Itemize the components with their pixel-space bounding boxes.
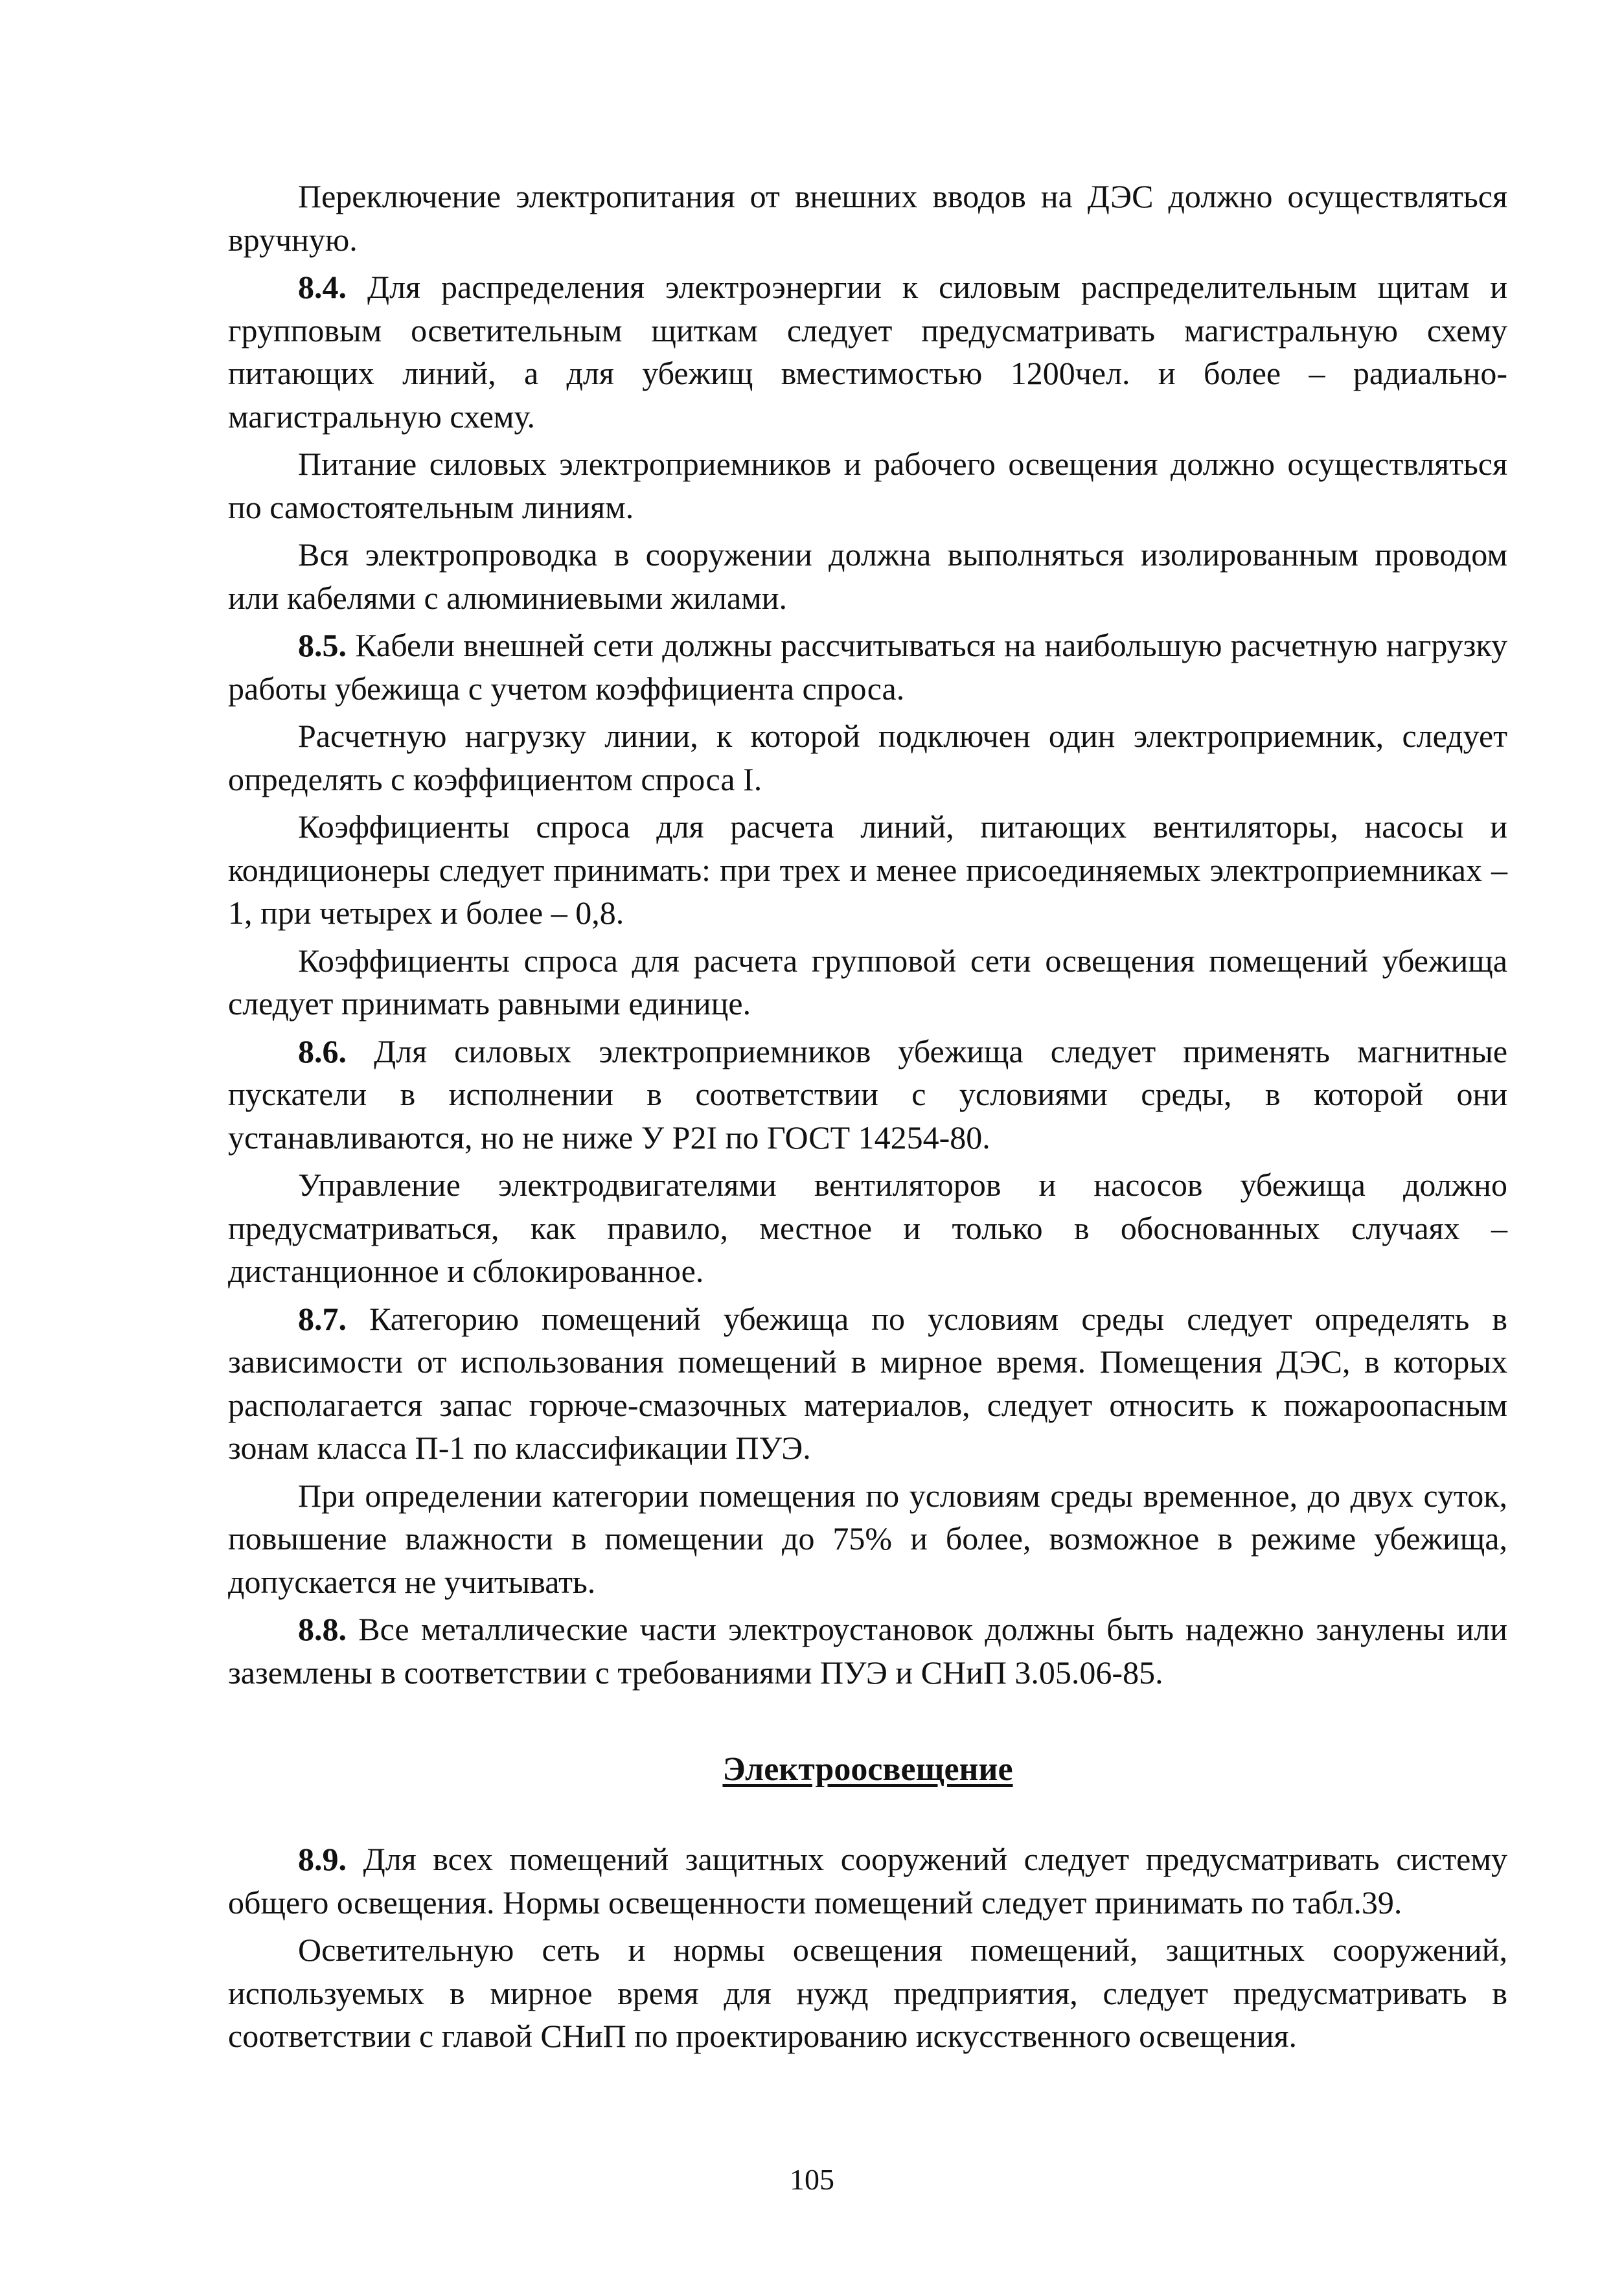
paragraph-text: Все металлические части электроустановок должны быть надежно занулены или заземлены в соответствии с требованиями ПУЭ и СНиП 3.05.06-85. — [228, 1611, 1508, 1691]
clause-number: 8.6. — [298, 1033, 347, 1069]
paragraph-text: Переключение электропитания от внешних вводов на ДЭС должно осуществляться вручную. — [228, 178, 1507, 258]
clause-number: 8.9. — [298, 1841, 347, 1877]
paragraph — [228, 1928, 1507, 2058]
clause-8-9 — [228, 1838, 1507, 1924]
clause-8-6 — [228, 1030, 1507, 1159]
paragraph-text: Расчетную нагрузку линии, к которой подключен один электроприемник, следует определять с коэффициентом спроса I. — [228, 718, 1507, 797]
clause-number: 8.4. — [298, 269, 347, 305]
paragraph — [228, 1474, 1507, 1604]
clause-8-4 — [228, 266, 1507, 438]
page-number: 105 — [790, 2163, 834, 2196]
paragraph-text: Для силовых электроприемников убежища следует применять магнитные пускатели в исполнении в соответствии с условиями среды, в которой они устанавливаются, но не ниже У Р2I по ГОСТ 14254-80. — [228, 1033, 1508, 1156]
paragraph — [228, 939, 1507, 1025]
clause-number: 8.7. — [298, 1300, 347, 1337]
paragraph — [228, 533, 1507, 619]
paragraph-text: Коэффициенты спроса для расчета линий, питающих вентиляторы, насосы и кондиционеры следует принимать: при трех и менее присоединяемых электроприемниках – 1, при четырех и более – 0,8. — [228, 808, 1507, 931]
paragraph-text: При определении категории помещения по условиям среды временное, до двух суток, повышение влажности в помещении до 75% и более, возможное в режиме убежища, допускается не учитывать. — [228, 1477, 1507, 1600]
paragraph — [228, 805, 1507, 935]
paragraph — [228, 442, 1507, 529]
paragraph-text: Осветительную сеть и нормы освещения помещений, защитных сооружений, используемых в мирное время для нужд предприятия, следует предусматривать в соответствии с главой СНиП по проектированию искусственного освещения. — [228, 1932, 1507, 2054]
section-heading: Электроосвещение — [722, 1751, 1013, 1788]
clause-number: 8.5. — [298, 627, 347, 663]
paragraph-text: Кабели внешней сети должны рассчитываться на наибольшую расчетную нагрузку работы убежища с учетом коэффициента спроса. — [228, 627, 1507, 707]
paragraph-text: Для всех помещений защитных сооружений следует предусматривать систему общего освещения. Нормы освещенности помещений следует принимать по табл.39. — [228, 1841, 1508, 1921]
paragraph-text: Для распределения электроэнергии к силовым распределительным щитам и групповым осветительным щиткам следует предусматривать магистральную схему питающих линий, а для убежищ вместимостью 1200чел. и более – радиально-магистральную схему. — [228, 269, 1507, 435]
paragraph-text: Коэффициенты спроса для расчета групповой сети освещения помещений убежища следует принимать равными единице. — [228, 942, 1507, 1022]
clause-number: 8.8. — [298, 1611, 347, 1647]
paragraph — [228, 714, 1507, 801]
paragraph-text: Питание силовых электроприемников и рабочего освещения должно осуществляться по самостоятельным линиям. — [228, 446, 1507, 525]
paragraph — [228, 175, 1507, 261]
clause-8-8 — [228, 1608, 1507, 1694]
clause-8-5 — [228, 624, 1507, 710]
paragraph — [228, 1163, 1507, 1293]
paragraph-text: Вся электропроводка в сооружении должна выполняться изолированным проводом или кабелями с алюминиевыми жилами. — [228, 536, 1507, 616]
clause-8-7 — [228, 1297, 1507, 1470]
paragraph-text: Категорию помещений убежища по условиям среды следует определять в зависимости от использования помещений в мирное время. Помещения ДЭС, в которых располагается запас горюче-смазочных материалов, следует относить к пожароопасным зонам класса П-1 по классификации ПУЭ. — [228, 1300, 1507, 1466]
paragraph-text: Управление электродвигателями вентиляторов и насосов убежища должно предусматриваться, как правило, местное и только в обоснованных случаях – дистанционное и сблокированное. — [228, 1167, 1507, 1289]
page-content — [228, 175, 1507, 2062]
